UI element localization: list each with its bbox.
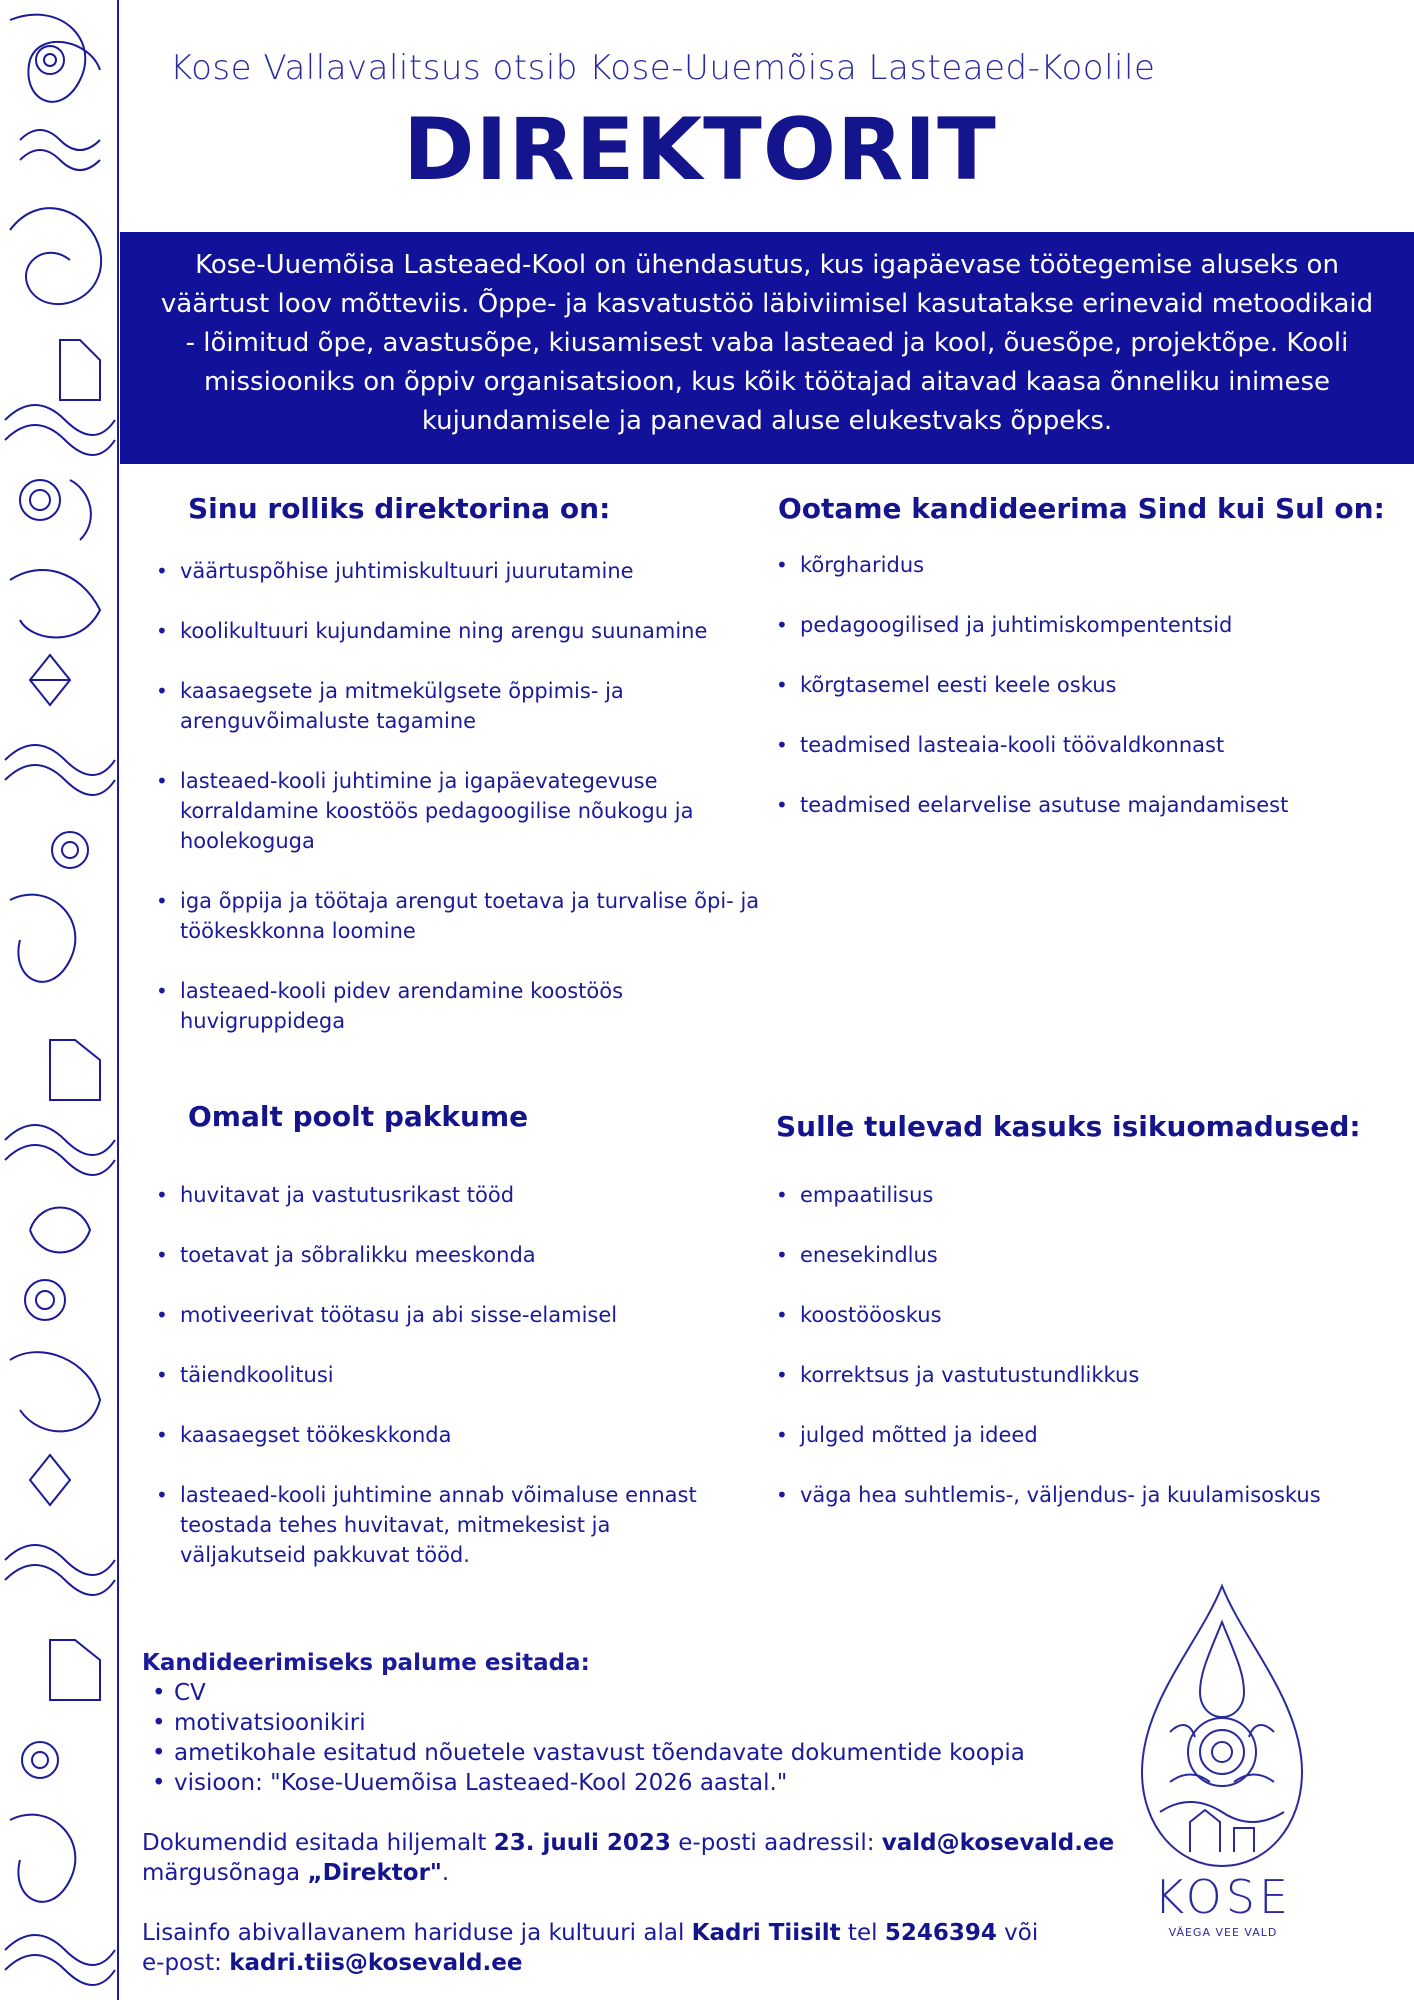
logo-wordmark: KOSE (1153, 1870, 1293, 1924)
contact-text: tel (840, 1920, 885, 1946)
contact-text: Lisainfo abivallavanem hariduse ja kultuuri alal (142, 1920, 692, 1946)
list-item: • korrektsus ja vastutustundlikkus (772, 1360, 1392, 1390)
list-item: • lasteaed-kooli pidev arendamine koostöös huvigruppidega (152, 976, 700, 1036)
list-item: • väga hea suhtlemis-, väljendus- ja kuulamisoskus (772, 1480, 1392, 1510)
deadline-date: 23. juuli 2023 (493, 1830, 671, 1856)
list-item: • täiendkoolitusi (152, 1360, 752, 1390)
list-item: • iga õppija ja töötaja arengut toetava ja turvalise õpi- ja töökeskkonna loomine (152, 886, 760, 946)
contact-name: Kadri Tiisilt (691, 1920, 841, 1946)
list-item: • kaasaegsete ja mitmekülgsete õppimis- ja arenguvõimaluste tagamine (152, 676, 640, 736)
contact-email-link[interactable]: kadri.tiis@kosevald.ee (229, 1950, 523, 1976)
deadline-text: . (441, 1860, 450, 1886)
role-heading: Sinu rolliks direktorina on: (188, 492, 611, 525)
logo-tagline: VÄEGA VEE VALD (1168, 1926, 1278, 1939)
list-item: • teadmised lasteaia-kooli töövaldkonnast (772, 730, 1372, 760)
deadline-text: Dokumendid esitada hiljemalt (142, 1830, 494, 1856)
application-email-link[interactable]: vald@kosevald.ee (881, 1830, 1115, 1856)
list-item: • teadmised eelarvelise asutuse majandamisest (772, 790, 1372, 820)
contact-phone: 5246394 (884, 1920, 997, 1946)
requirements-list (772, 550, 1372, 820)
apply-section (142, 1648, 1132, 1798)
requirements-heading: Ootame kandideerima Sind kui Sul on: (778, 492, 1385, 525)
list-item: • CV (142, 1678, 1132, 1708)
list-item: • koostööoskus (772, 1300, 1392, 1330)
list-item: • motiveerivat töötasu ja abi sisse-elamisel (152, 1300, 752, 1330)
apply-list (142, 1678, 1132, 1798)
contact-text: e-post: (142, 1950, 230, 1976)
list-item: • julged mõtted ja ideed (772, 1420, 1392, 1450)
list-item: • huvitavat ja vastutusrikast tööd (152, 1180, 752, 1210)
contact-paragraph (142, 1918, 1132, 1978)
contact-text: või (996, 1920, 1039, 1946)
list-item: • lasteaed-kooli juhtimine annab võimaluse ennast teostada tehes huvitavat, mitmekesist ja väljakutseid pakkuvat tööd. (152, 1480, 740, 1570)
keyword: „Direktor" (307, 1860, 442, 1886)
ornamental-border (0, 0, 120, 2000)
qualities-heading: Sulle tulevad kasuks isikuomadused: (776, 1110, 1361, 1143)
list-item: • motivatsioonikiri (142, 1708, 1132, 1738)
offer-heading: Omalt poolt pakkume (188, 1100, 529, 1133)
deadline-text: e-posti aadressil: (670, 1830, 882, 1856)
list-item: • kõrgharidus (772, 550, 1372, 580)
qualities-list (772, 1180, 1392, 1510)
page-title: DIREKTORIT (403, 100, 997, 200)
header-subtitle: Kose Vallavalitsus otsib Kose-Uuemõisa Lasteaed-Koolile (170, 48, 1156, 88)
apply-heading: Kandideerimiseks palume esitada: (142, 1650, 590, 1676)
list-item: • pedagoogilised ja juhtimiskompententsid (772, 610, 1372, 640)
intro-band: Kose-Uuemõisa Lasteaed-Kool on ühendasutus, kus igapäevase töötegemise aluseks on väärtust loov mõtteviis. Õppe- ja kasvatustöö läbiviimisel kasutatakse erinevaid metoodikaid - lõimitud õpe, avastusõpe, kiusamisest vaba lasteaed ja kool, õuesõpe, projektõpe. Kooli missiooniks on õppiv organisatsioon, kus kõik töötajad aitavad kaasa õnneliku inimese kujundamisele ja panevad aluse elukestvaks õppeks. (120, 232, 1414, 464)
list-item: • visioon: "Kose-Uuemõisa Lasteaed-Kool 2026 aastal." (142, 1768, 1132, 1798)
kose-drop-logo-icon (1130, 1582, 1314, 1872)
offer-list (152, 1180, 752, 1570)
list-item: • ametikohale esitatud nõuetele vastavust tõendavate dokumentide koopia (142, 1738, 1132, 1768)
list-item: • toetavat ja sõbralikku meeskonda (152, 1240, 752, 1270)
deadline-text: märgusõnaga (142, 1860, 308, 1886)
list-item: • koolikultuuri kujundamine ning arengu suunamine (152, 616, 742, 646)
list-item: • kaasaegset töökeskkonda (152, 1420, 752, 1450)
list-item: • enesekindlus (772, 1240, 1392, 1270)
deadline-paragraph (142, 1828, 1132, 1888)
list-item: • empaatilisus (772, 1180, 1392, 1210)
role-list (152, 556, 760, 1036)
list-item: • lasteaed-kooli juhtimine ja igapäevategevuse korraldamine koostöös pedagoogilise nõukogu ja hoolekoguga (152, 766, 720, 856)
list-item: • väärtuspõhise juhtimiskultuuri juurutamine (152, 556, 742, 586)
list-item: • kõrgtasemel eesti keele oskus (772, 670, 1372, 700)
